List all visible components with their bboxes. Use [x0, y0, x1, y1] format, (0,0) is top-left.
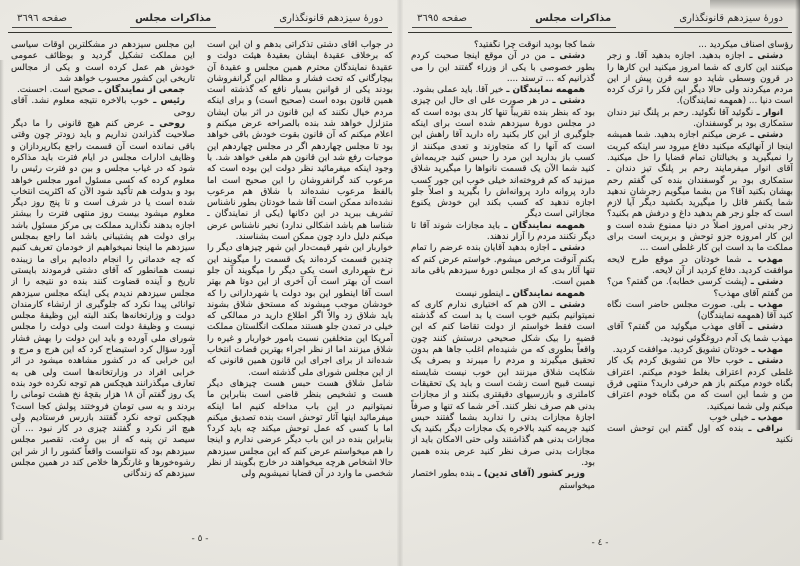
- speaker-name: مهذب ـ: [749, 413, 783, 423]
- journal-title: مذاکرات مجلس: [530, 13, 616, 28]
- paragraph-text: این مجلس سیزدهم در مشکلترین اوقات سیاسی این مملکت تشکیل گردید و بوظائف عمومی خودش هم عمل کرده است و یکی از مجالس تاریخی این کشور محسوب خواهد شد: [11, 40, 195, 84]
- paragraph: [607, 130, 793, 254]
- paragraph-text: من در آن موقع اینجا صحبت کردم بطور خصوصی با یکی از وزراء گفتند این را می گذرانیم که ... ترسند ....: [411, 51, 595, 84]
- header-rule: [8, 32, 392, 33]
- paragraph-text: خودتان تشویق کردید. موافقت کردید.: [612, 345, 749, 356]
- speaker-name: رئیس ـ: [149, 96, 185, 106]
- paragraph-text: خیر آقا. باید عملی بشود.: [412, 85, 504, 96]
- speaker-name: دشتی ـ: [549, 243, 585, 253]
- paragraph: [607, 108, 793, 131]
- speaker-name: انوار ـ: [753, 108, 783, 118]
- paragraph: [607, 345, 793, 356]
- speaker-name: دشتی ـ: [744, 322, 783, 332]
- paragraph-text: باید مجازات شوند آقا تا دیگر نکنند مردم را آزار ندهند.: [411, 220, 595, 243]
- paragraph-text: (پشت کرسی خطابه). من گفتم؟ من؟ من گفتم آقای مهذب؟: [607, 277, 793, 299]
- speaker-name: همهمه نمایندگان ـ: [503, 289, 585, 299]
- paragraph: [207, 379, 393, 481]
- speaker-name: همهمه نمایندگان ـ: [500, 221, 585, 231]
- speaker-name: دشتی ـ: [549, 96, 585, 106]
- paragraph: [607, 300, 793, 323]
- paragraph: [411, 96, 595, 220]
- speaker-name: روحی ـ: [145, 119, 185, 129]
- speaker-name: جمعی از نمایندگان ـ: [95, 85, 185, 95]
- paragraph: [411, 289, 595, 300]
- paragraph-text: عرض میکنم اجازه بدهید. شما همیشه اینجا از آنهائیکه میکنید دفاع میرود سر اینکه کبریت را نمیگیرید و بخیالتان تمام قضایا را حل میکنید. آقای انوار میفرمایند رحم بر پلنگ تیز دندان ـ ستمکاری بود بر گوسفندان بنده کی گفتم رحم بهشان بکنید آقا؟ من بشما میگویم زجرشان ندهید شما یکنفر قاتل را میگیرید بکشید دیگر آیا لازم است که جلو زجر هم بدهید داغ و درفش هم بکنید؟ زجر بدنی امروز اصلاً در دنیا ممنوع شده است و این کار امروزه جزو توحش و بربریت است برای مملکت ما بد است این کار غلطی است ...: [607, 130, 793, 254]
- paragraph-text: اجازه بدهید. اجازه بدهید آقا. و زجر میکنند این کاری که شما امروز میکنید این کارها را در قرون وسطی شاید دو سه قرن پیش از این مردم میکردند ولی حالا دیگر این فکر را ترک کرده است دنیا ... (همهمه نمایندگان).: [607, 51, 793, 107]
- speaker-name: دشتی ـ: [747, 277, 783, 287]
- paragraph: [607, 356, 793, 412]
- paragraph-text: بنده بطور اختصار میخواستم: [411, 469, 595, 491]
- edition-label: دورهٔ سیزدهم قانونگذاری: [274, 13, 388, 28]
- speaker-name: همهمه نمایندگان ـ: [503, 85, 585, 95]
- paragraph-text: خوب حالا من تشویق کردم یک کار غلطی کردم اعتراف بغلط خودم میکنم. اعتراف بگناه خودم میکنم باز هم حرفی دارید؟ منتهی فرق من و شما این است که من بگناه خودم اعتراف میکنم ولی شما نمیکنید.: [607, 356, 793, 412]
- paragraph-text: آقای مهذب میگوئید من گفتم؟ آقای مهذب شما یک آدم دروغگوئی نبودید.: [607, 322, 793, 344]
- paragraph: [607, 51, 793, 107]
- paragraph: [411, 51, 595, 85]
- edition-label: دورهٔ سیزدهم قانونگذاری: [674, 13, 788, 28]
- paragraph-text: اینطور نیست: [455, 288, 504, 299]
- header-rule: [408, 32, 792, 33]
- paragraph: [607, 255, 793, 278]
- speaker-name: مهذب ـ: [746, 300, 783, 310]
- paragraph-text: خوب بالاخره نتیجه معلوم نشد. آقای روحی: [11, 96, 195, 118]
- paragraph: [411, 40, 595, 51]
- speaker-name: دشتی ـ: [745, 51, 783, 61]
- paragraph-text: بلی. صورت مجلس حاضر است نگاه کنید آقا (همهمه نمایندگان): [607, 299, 793, 322]
- page-number-label: صفحه ٣٦٩٦: [12, 13, 72, 28]
- journal-title: مذاکرات مجلس: [130, 13, 216, 28]
- page-folio: - ٤ -: [591, 538, 609, 548]
- paragraph: [11, 85, 195, 96]
- paragraph: [607, 322, 793, 345]
- paragraph-text: خیلی خوب: [709, 412, 749, 423]
- paragraph: [11, 96, 195, 119]
- paragraph: [607, 40, 793, 51]
- text-column-right: [607, 40, 793, 530]
- paragraph: [607, 277, 793, 300]
- page-folio: - ٥ -: [191, 534, 209, 544]
- speaker-name: دشتی ـ: [747, 130, 783, 140]
- page-number-label: صفحه ٣٦٩٥: [412, 13, 472, 28]
- paragraph: [11, 119, 195, 481]
- paragraph-text: شامل شلاق هست حبس هست چیزهای دیگر هست و تشخیص بنظر قاضی است بنابراین ما نمیتوانیم در این باب مداخله کنیم اما اینکه میفرمائید اینها آثار توحش است بنده تصدیق میکنم اما با کسی که عمل توحش میکند چه باید کرد؟ بنابراین بنده در این باب دیگر عرضی ندارم و اینجا را هم میخواستم عرض کنم که این مجلس سیزدهم حالا اشخاص هرچه میخواهند در خارج بگویند از نظر شخصی ما وارد در آن قضایا نمیشویم ولی: [207, 378, 393, 480]
- paragraph-text: شما کجا بودید آنوقت چرا نگفتید؟: [473, 40, 595, 50]
- paragraph: [607, 424, 793, 447]
- speaker-name: نراقی ـ: [743, 424, 783, 434]
- speaker-name: دشتی ـ: [744, 356, 783, 366]
- paragraph-text: صحیح است. احسنت.: [16, 85, 96, 96]
- paragraph-text: خواربار این شهر قیمت‌دار این شهر چیزهای دیگر را چندین قسمت کرده‌اند یک قسمت را میگویند این نرخ شهرداری است یکی دیگر را میگویند آن جلو است آن بهتر است آن آخری از این دوتا هم بهتر است آقا اینطور این بود دولت یا شهردارانی را که خودشان موجب میشوند که مستحق شلاق بشوند باید شلاق زد والاّ اگر اطلاع دارید در ممالکی که خیلی در تمدن جلو هستند مملکت انگلستان مملکت آمریکا این متخلفین نسبت بامور خواربار و غیره را شلاق میزنند اما از نظر اجراء بهترین قضات انتخاب شده‌اند از برای اجرای این قانون همین قانونی که از این مجلس شورای ملی گذشته است.: [207, 243, 393, 378]
- paragraph-text: نگوئید آقا نگوئید. رحم بر پلنگ تیز دندان ستمکاری بود بر گوسفندان.: [607, 107, 793, 130]
- paragraph-text: بنده که اول گفتم این توحش است نکنید: [607, 424, 793, 446]
- paragraph: [207, 40, 393, 243]
- paragraph: [411, 469, 595, 492]
- paragraph-text: در جواب آقای دشتی تذکراتی بدهم و آن این است که برخلاف عقیدهٔ ایشان بعقیدهٔ هیئت دولت و عقیدهٔ نمایندگان محترم همین مجلس و عقیدهٔ آن بیچارگانی که تحت فشار و مظالم این گرانفروشان بودند یکی از قوانین بسیار نافع که گذشته است همین قانون بوده است (صحیح است) و برای اینکه مردم خیال نکنند که این قانون در اثر بیان ایشان متزلزل خواهد شد بنده بالصراحه عرض میکنم و اعلام میکنم که آن قانون بقوت خودش باقی خواهد بود تا مجلس چهاردهم اگر در مجلس چهاردهم این موجبات رفع شد این قانون هم ملغی خواهد شد. با وجود اینکه میفرمائید نظر دولت این بوده است که مرعوب کند گرانفروشان را این صحیح است اما بالفظ مرعوب نشده‌اند با شلاق هم مرعوب نشده‌اند ممکن است آقا شما خودتان بطور ناشناس تشریف ببرید در این دکانها (یکی از نمایندگان ـ شناسا هم باشد اشکالی ندارد) نخیر ناشناس عرض میکنم دلیل دارد چون ممکن است بشناسند.: [207, 40, 393, 243]
- text-column-right: [207, 40, 393, 530]
- speaker-name: دشتی ـ: [546, 51, 585, 61]
- paragraph-text: اجازه بدهید آقایان بنده عرضم را تمام بکنم آنوقت مرخص میشوم. خواستم عرض کنم که تنها آثار بدی که از مجلس دورهٔ سیزدهم باقی ماند همین است.: [411, 243, 595, 288]
- paragraph-text: رؤسای اصناف میکردید ...: [698, 40, 793, 50]
- paragraph: [11, 40, 195, 85]
- paragraph: [411, 85, 595, 96]
- speaker-name: مهذب ـ: [749, 345, 783, 355]
- paragraph: [411, 243, 595, 288]
- paragraph: [607, 413, 793, 424]
- paragraph-text: عرض کنم هیچ قانونی را ما دیگر صلاحیت گذراندن نداریم و باید زودتر چون وقتی باقی نمانده است آن قسمت راجع بکارپردازان و وظایف ادارات مجلس در ایام فترت باید مذاکره شود که در غیاب مجلس و بین دو فترت رئیس را معلوم کرده که کسی مسئول امور مجلس خواهد بود و بدولت هم تأکید شود الآن که اکثریت انتخاب شده است یا در شرف است و تا پنج روز دیگر معلوم میشود بیست روز منتهی فترت را بیشتر اجازه بدهند نگذارید مملکت بی مرکز مسئول باشد برای دولت هم پشتیبانی باشد اما راجع بمجلس سیزدهم ما اینجا نمیخواهیم از خودمان تعریف کنیم که چه خدماتی را انجام داده‌ایم برای ما زیبنده نیست همانطور که آقای دشتی فرمودند بایستی تاریخ و آینده قضاوت کنند بنده دو نتیجه را از مجلس سیزدهم ندیدم یکی اینکه مجلس سیزدهم توانائی پیدا نکرد که جلوگیری از ارتشاء کارمندان دولت و وزارتخانه‌ها بکند البته این وظیفهٔ مجلس نیست و وظیفهٔ دولت است ولی دولت را مجلس شورای ملی آورده و باید این دولت را بهش فشار آورد سؤال کرد استیضاح کرد که این هرج و مرج و این خرابی که در کشور مشاهده میشود در اثر خرابی افراد در وزارتخانه‌ها است ولی هی به تعارف میگذرانند هیچکس هم توجه نکرده خود بنده یک روز گفتم آن ۱۸ هزار بقچهٔ نخ هشت تومانی را بردند و به سی تومان فروختند پولش کجا است؟ هیچکس توجه نکرد گفتند بازرس فرستادیم ولی هیچ اثر نکرد و گفتند چیزی در کار نبود ... آن سیصد تن پنبه که از بین رفت. تقصیر مجلس سیزدهم بود که نتوانست واقعاً کشور را از شر این رشوه‌خورها و غارتگرها خلاص کند در همین مجلس سیزدهم که زندگانی: [11, 119, 195, 480]
- text-column-left: [411, 40, 595, 530]
- paragraph-text: در هر صورت علی ای حال این چیزی بود که بنظر بنده تقریباً تنها کار بدی بوده است که در مجلس دورهٔ سیزدهم شده است برای اینکه جلوگیری از این کار بکنید راه دارید آقا راهش این است که آنها را که متجاوزند و تعدی میکنند از کسب باز بدارید این مرد را حبس کنید جریمه‌اش کنید شما الآن یک قسمت نانواها را میگیرید شلاق میزنید که کم فروخته‌اند خیلی خوب این جور کسب دارد پروانه دارد پروانه‌اش را بگیرید و اصلاً جلو اجازه ندهید که کسب بکند این خودش یکنوع مجازاتی است دیگر: [411, 96, 595, 220]
- page-header: [12, 13, 388, 28]
- speaker-name: مهذب ـ: [741, 255, 783, 265]
- paragraph-text: شما خودتان در موقع طرح لایحه موافقت کردید. دفاع کردید از آن لایحه.: [607, 254, 793, 276]
- page-header: [412, 13, 788, 28]
- paragraph-text: الان هم که اختیاری ندارم کاری که نمیتوانیم بکنیم خوب است یا بد است که گذشته است فقط خواستم از دولت تقاضا کنم که این قضیه را بیک شکل صحیحی درستش کنند چون واقعاً بطوری که من شنیده‌ام اغلب جاها هم بدون تحقیق میگیرند و مردم را میبرند و بصرف یک شکایت شلاق میزنند این خوب نیست شایسته نیست قبیح است زشت است و باید یک تحقیقات کاملتری و بازرسیهای دقیقتری بکنند و از مجازات بدنی هم صرف نظر کنند. آخر شما که تنها و صرفاً اجازهٔ مجازات بدنی را ندارید بشما گفتند حبس کنید جریمه کنید بالاخره یک مجازات دیگر بکنید یک مجازات بدنی هم گذاشتند ولی حتی الامکان باید از مجازات بدنی صرف نظر کنید عرض بنده همین بود.: [411, 299, 595, 468]
- speaker-name: دشتی ـ: [546, 300, 585, 310]
- paragraph: [207, 243, 393, 379]
- page-3695: [400, 0, 800, 566]
- text-column-left: [11, 40, 195, 530]
- speaker-name: وزیر کشور (آقای تدین) ـ: [475, 469, 585, 479]
- paragraph: [411, 221, 595, 244]
- paragraph: [411, 300, 595, 469]
